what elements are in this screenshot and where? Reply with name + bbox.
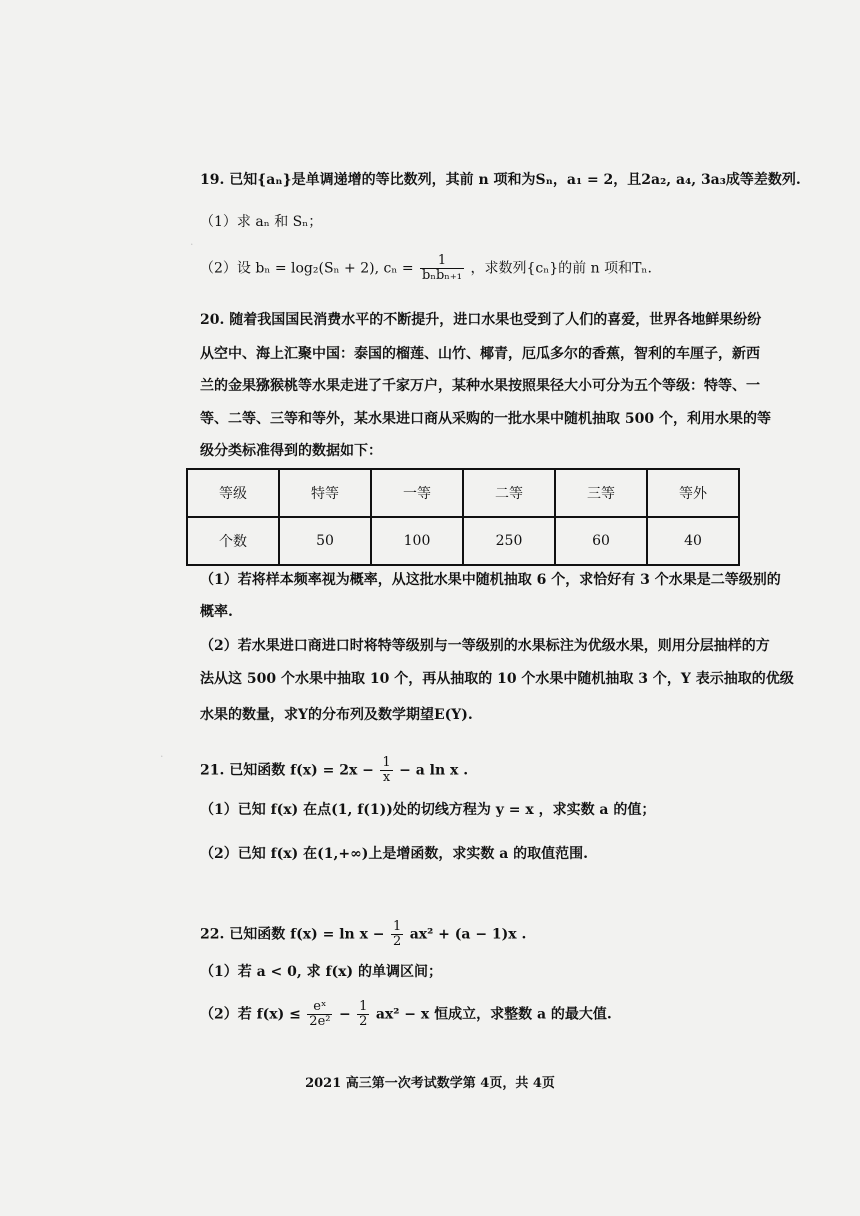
q20-part2-line3: 水果的数量，求Y的分布列及数学期望E(Y). bbox=[200, 707, 473, 723]
q20-line1: 20. 随着我国国民消费水平的不断提升，进口水果也受到了人们的喜爱，世界各地鲜果纷纷 bbox=[200, 312, 762, 328]
table-cell: 特等 bbox=[279, 469, 371, 517]
q22-part2: （2）若 f(x) ≤ $\frac{\text{eˣ}}{\text{2e²}}$ − $\frac{1}{2}$ ax² − x 恒成立，求整数 a 的最大值. bbox=[200, 999, 612, 1029]
q19-part2: （2）设 bₙ = log₂(Sₙ + 2), cₙ = $\frac{1}{\text{bₙbₙ₊₁}}$ ，求数列{cₙ}的前 n 项和Tₙ. bbox=[200, 253, 652, 283]
q22-fraction-2: $\frac{1}{2}$ bbox=[359, 999, 368, 1029]
bleed-through-mark: · bbox=[160, 750, 164, 763]
q19-part1: （1）求 aₙ 和 Sₙ； bbox=[200, 214, 323, 230]
q20-part2-line1: （2）若水果进口商进口时将特等级别与一等级别的水果标注为优级水果，则用分层抽样的方 bbox=[200, 638, 770, 654]
q20-part1-line2: 概率. bbox=[200, 604, 233, 620]
table-cell: 等外 bbox=[647, 469, 739, 517]
table-cell: 50 bbox=[279, 517, 371, 565]
q20-part1-line1: （1）若将样本频率视为概率，从这批水果中随机抽取 6 个，求恰好有 3 个水果是二等级别的 bbox=[200, 572, 781, 588]
table-cell: 三等 bbox=[555, 469, 647, 517]
q19-fraction: $\frac{1}{\text{bₙbₙ₊₁}}$ bbox=[422, 253, 462, 283]
q22-stem: 22. 已知函数 f(x) = ln x − $\frac{1}{2}$ ax² + (a − 1)x . bbox=[200, 919, 527, 949]
grade-table bbox=[186, 468, 740, 566]
table-cell: 等级 bbox=[187, 469, 279, 517]
table-cell: 60 bbox=[555, 517, 647, 565]
q20-line5: 级分类标准得到的数据如下： bbox=[200, 443, 382, 459]
grade-table-header-row bbox=[187, 469, 739, 517]
table-cell: 个数 bbox=[187, 517, 279, 565]
q22-part1: （1）若 a < 0, 求 f(x) 的单调区间； bbox=[200, 964, 443, 980]
table-cell: 250 bbox=[463, 517, 555, 565]
q21-stem: 21. 已知函数 f(x) = 2x − $\frac{1}{x}$ − a ln x . bbox=[200, 755, 469, 785]
table-cell: 二等 bbox=[463, 469, 555, 517]
q21-fraction: $\frac{1}{x}$ bbox=[382, 755, 391, 785]
q22-fraction: $\frac{1}{2}$ bbox=[392, 919, 402, 949]
q21-part2: （2）已知 f(x) 在(1,+∞)上是增函数，求实数 a 的取值范围. bbox=[200, 846, 589, 862]
grade-table-count-row bbox=[187, 517, 739, 565]
table-cell: 40 bbox=[647, 517, 739, 565]
table-cell: 一等 bbox=[371, 469, 463, 517]
table-cell: 100 bbox=[371, 517, 463, 565]
q20-part2-line2: 法从这 500 个水果中抽取 10 个，再从抽取的 10 个水果中随机抽取 3 个，Y 表示抽取的优级 bbox=[200, 671, 794, 687]
q22-fraction-1: $\frac{\text{eˣ}}{\text{2e²}}$ bbox=[309, 999, 331, 1029]
q20-line3: 兰的金果猕猴桃等水果走进了千家万户，某种水果按照果径大小可分为五个等级：特等、一 bbox=[200, 378, 760, 394]
q20-line4: 等、二等、三等和等外，某水果进口商从采购的一批水果中随机抽取 500 个，利用水果的等 bbox=[200, 411, 771, 427]
page-footer: 2021 高三第一次考试数学第 4页，共 4页 bbox=[305, 1076, 555, 1091]
q21-part1: （1）已知 f(x) 在点(1, f(1))处的切线方程为 y = x ，求实数 a 的值； bbox=[200, 802, 656, 818]
q20-line2: 从空中、海上汇聚中国：泰国的榴莲、山竹、椰青，厄瓜多尔的香蕉，智利的车厘子，新西 bbox=[200, 346, 760, 362]
bleed-through-mark: · bbox=[190, 238, 194, 251]
q19-stem: 19. 已知{aₙ}是单调递增的等比数列，其前 n 项和为Sₙ，a₁ = 2，且2a₂, a₄, 3a₃成等差数列. bbox=[200, 172, 801, 188]
